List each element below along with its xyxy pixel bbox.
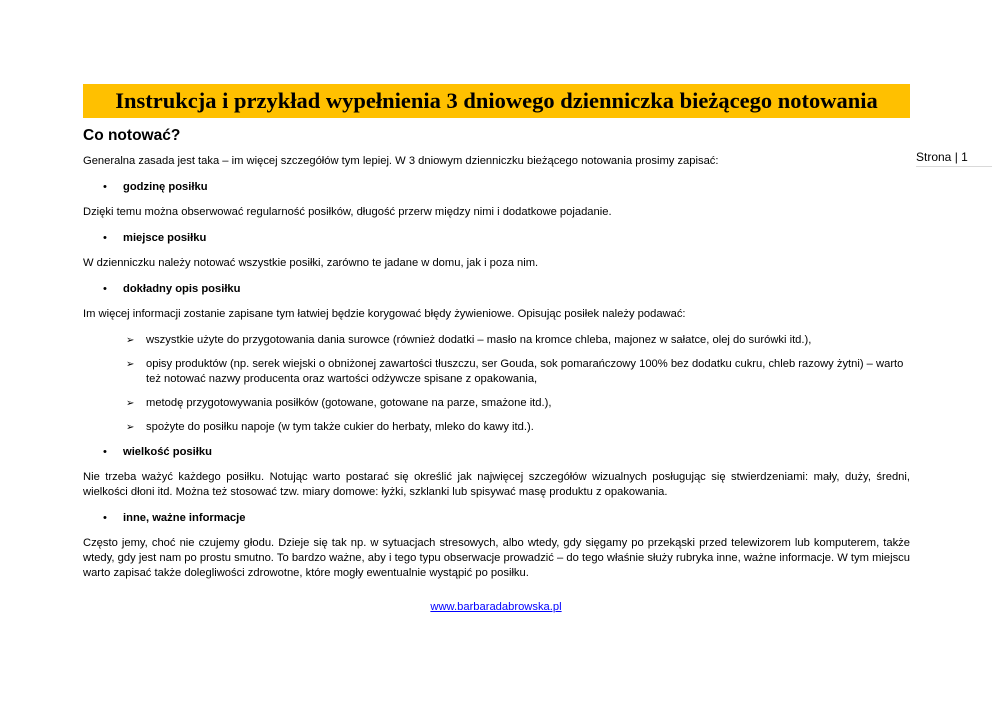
document-title: Instrukcja i przykład wypełnienia 3 dniowego dzienniczka bieżącego notowania — [115, 88, 878, 113]
bullet-label: wielkość posiłku — [123, 446, 212, 458]
arrow-bullet-icon: ➢ — [126, 398, 135, 409]
bullet-dot-icon: • — [103, 512, 107, 524]
bullet-item — [83, 180, 910, 195]
paragraph: W dzienniczku należy notować wszystkie posiłki, zarówno te jadane w domu, jak i poza nim. — [83, 257, 539, 269]
page-number: Strona | 1 — [916, 150, 992, 167]
title-banner — [83, 84, 910, 118]
sub-list-text: metodę przygotowywania posiłków (gotowane, gotowane na parze, smażone itd.), — [146, 397, 552, 409]
bullet-label: inne, ważne informacje — [123, 512, 246, 524]
paragraph: Nie trzeba ważyć każdego posiłku. Notując warto postarać się określić jak najwięcej szczegółów wizualnych posługując się stwierdzeniami: mały, duży, średni, wielkości dłoni itd. Można też stosować tzw. miary domowe: łyżki, szklanki lub spisywać masę produktu z opakowania. — [83, 471, 910, 498]
sub-list-item — [83, 333, 910, 348]
bullet-label: godzinę posiłku — [123, 181, 208, 193]
bullet-dot-icon: • — [103, 181, 107, 193]
paragraph: Dzięki temu można obserwować regularność posiłków, długość przerw między nimi i dodatkowe pojadanie. — [83, 206, 612, 218]
sub-list-text: opisy produktów (np. serek wiejski o obniżonej zawartości tłuszczu, ser Gouda, sok pomarańczowy 100% bez dodatku cukru, chleb razowy żytni) – warto też notować nazwy producenta oraz wartości odżywcze spisane z opakowania, — [146, 358, 904, 385]
arrow-bullet-icon: ➢ — [126, 359, 135, 370]
bullet-label: miejsce posiłku — [123, 232, 207, 244]
bullet-item — [83, 282, 910, 297]
arrow-bullet-icon: ➢ — [126, 422, 135, 433]
sub-list-item — [83, 420, 910, 435]
arrow-bullet-icon: ➢ — [126, 335, 135, 346]
bullet-dot-icon: • — [103, 232, 107, 244]
bullet-item — [83, 231, 910, 246]
paragraph: Często jemy, choć nie czujemy głodu. Dzieje się tak np. w sytuacjach stresowych, albo wtedy, gdy sięgamy po przekąski przed telewizorem lub komputerem, także wtedy, gdy jest nam po prostu smutno. To bardzo ważne, aby i tego typu obserwacje prowadzić – do tego właśnie służy rubryka inne, ważne informacje. W tym miejscu warto zapisać także dolegliwości zdrowotne, które mogły ewentualnie wystąpić po posiłku. — [83, 537, 910, 579]
footer — [0, 601, 992, 613]
bullet-item — [83, 445, 910, 460]
sub-list-text: spożyte do posiłku napoje (w tym także cukier do herbaty, mleko do kawy itd.). — [146, 421, 534, 433]
paragraph: Im więcej informacji zostanie zapisane tym łatwiej będzie korygować błędy żywieniowe. Opisując posiłek należy podawać: — [83, 308, 686, 320]
sub-list-item — [83, 357, 910, 387]
bullet-item — [83, 511, 910, 526]
bullet-dot-icon: • — [103, 283, 107, 295]
document-body — [83, 127, 910, 592]
sub-list-item — [83, 396, 910, 411]
intro-paragraph: Generalna zasada jest taka – im więcej szczegółów tym lepiej. W 3 dniowym dzienniczku bieżącego notowania prosimy zapisać: — [83, 155, 719, 167]
website-link[interactable]: www.barbaradabrowska.pl — [430, 601, 562, 613]
bullet-dot-icon: • — [103, 446, 107, 458]
section-heading: Co notować? — [83, 127, 181, 144]
bullet-label: dokładny opis posiłku — [123, 283, 241, 295]
sub-list-text: wszystkie użyte do przygotowania dania surowce (również dodatki – masło na kromce chleba, majonez w sałatce, olej do surówki itd.), — [146, 334, 812, 346]
